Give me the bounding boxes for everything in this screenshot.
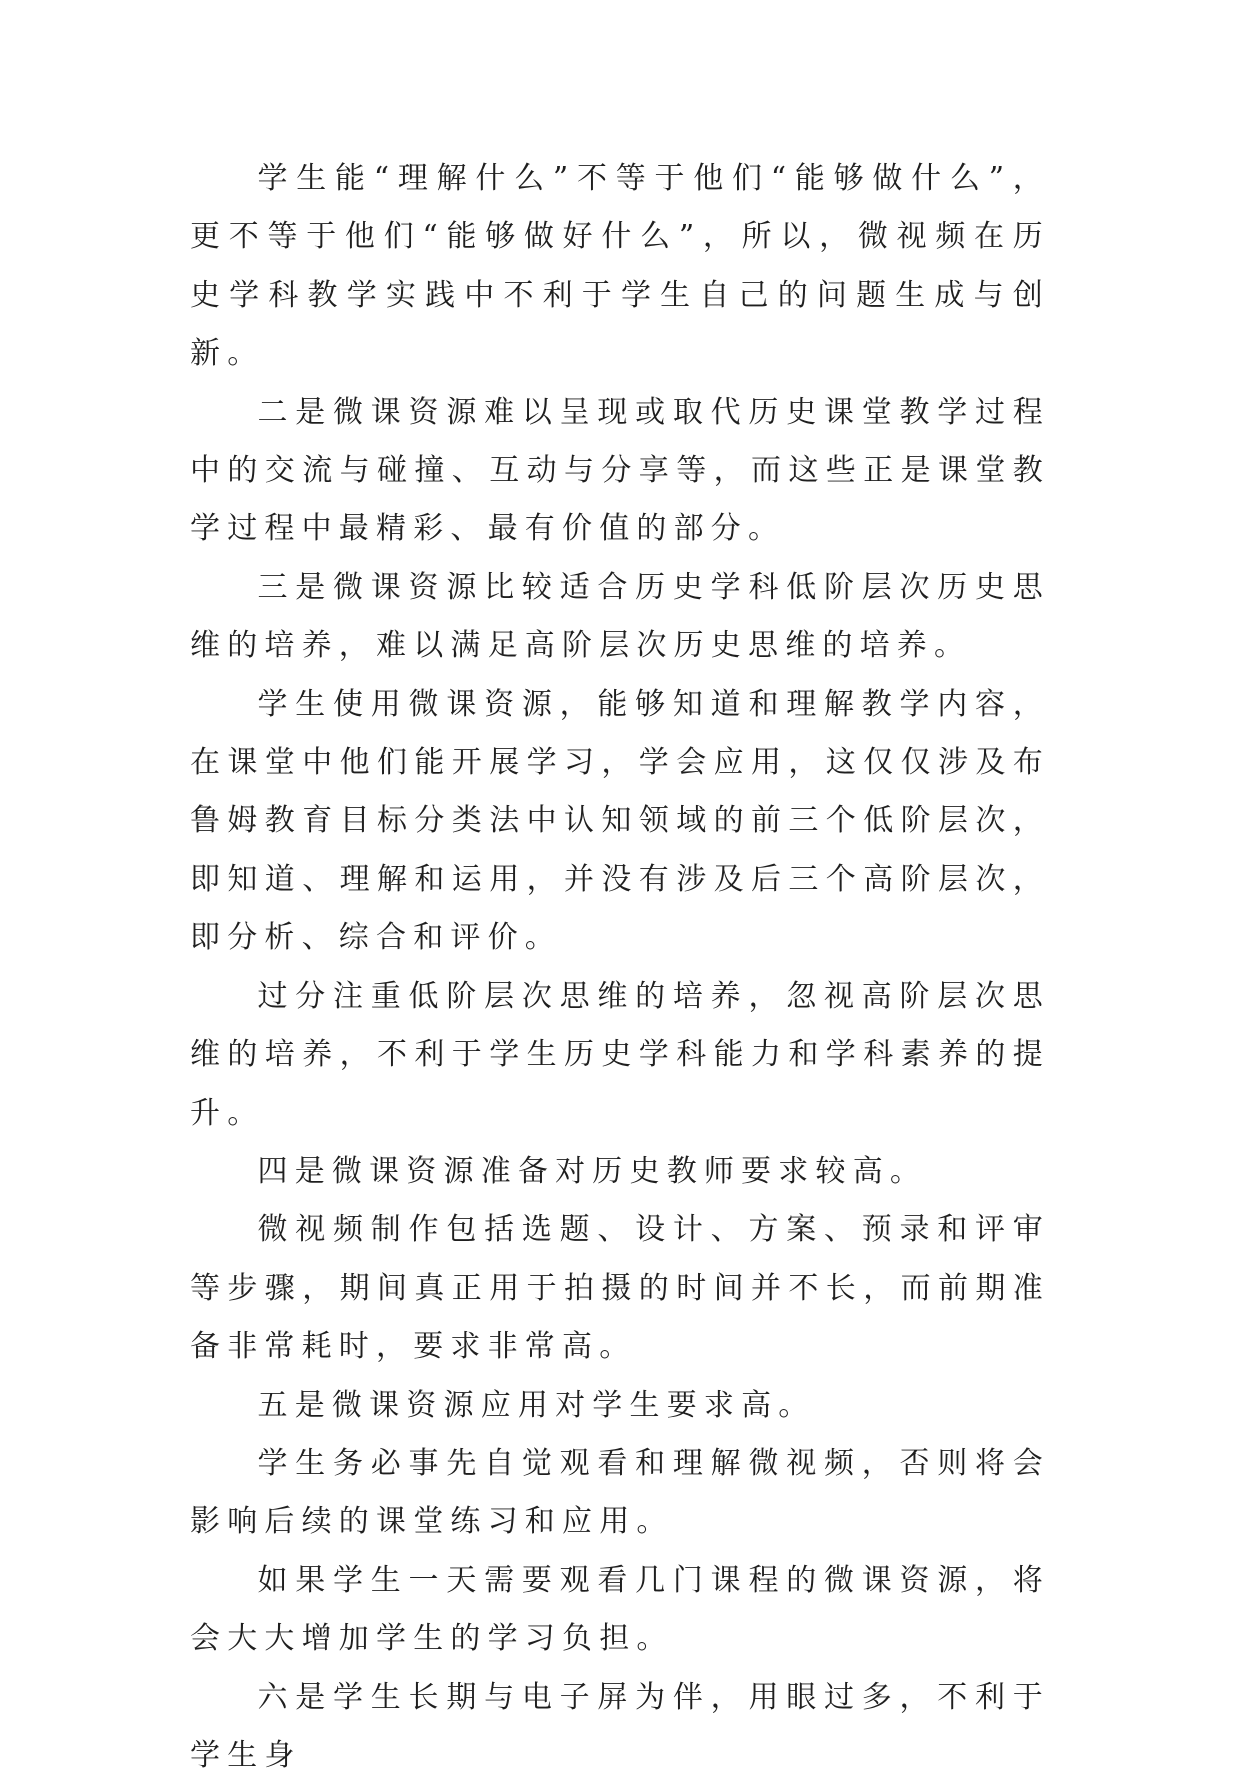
paragraph-2: 二是微课资源难以呈现或取代历史课堂教学过程中的交流与碰撞、互动与分享等，而这些正是课堂教学过程中最精彩、最有价值的部分。 [190,394,1050,547]
paragraph-6: 四是微课资源准备对历史教师要求较高。 [257,1153,928,1189]
paragraph-7: 微视频制作包括选题、设计、方案、预录和评审等步骤，期间真正用于拍摄的时间并不长，而前期准备非常耗时，要求非常高。 [190,1212,1050,1365]
paragraph-5: 过分注重低阶层次思维的培养，忽视高阶层次思维的培养，不利于学生历史学科能力和学科素养的提升。 [190,978,1050,1131]
paragraph-1: 学生能“理解什么”不等于他们“能够做什么”，更不等于他们“能够做好什么”，所以，微视频在历史学科教学实践中不利于学生自己的问题生成与创新。 [190,161,1050,372]
paragraph-9: 学生务必事先自觉观看和理解微视频，否则将会影响后续的课堂练习和应用。 [190,1445,1050,1540]
paragraph-10: 如果学生一天需要观看几门课程的微课资源，将会大大增加学生的学习负担。 [190,1562,1050,1657]
paragraph-11: 六是学生长期与电子屏为伴，用眼过多，不利于学生身 [190,1679,1050,1773]
paragraph-4: 学生使用微课资源，能够知道和理解教学内容，在课堂中他们能开展学习，学会应用，这仅仅涉及布鲁姆教育目标分类法中认知领域的前三个低阶层次，即知道、理解和运用，并没有涉及后三个高阶层次，即分析、综合和评价。 [190,686,1050,956]
document-body [190,150,1050,1785]
paragraph-3: 三是微课资源比较适合历史学科低阶层次历史思维的培养，难以满足高阶层次历史思维的培养。 [190,569,1050,664]
paragraph-8: 五是微课资源应用对学生要求高。 [257,1387,816,1423]
